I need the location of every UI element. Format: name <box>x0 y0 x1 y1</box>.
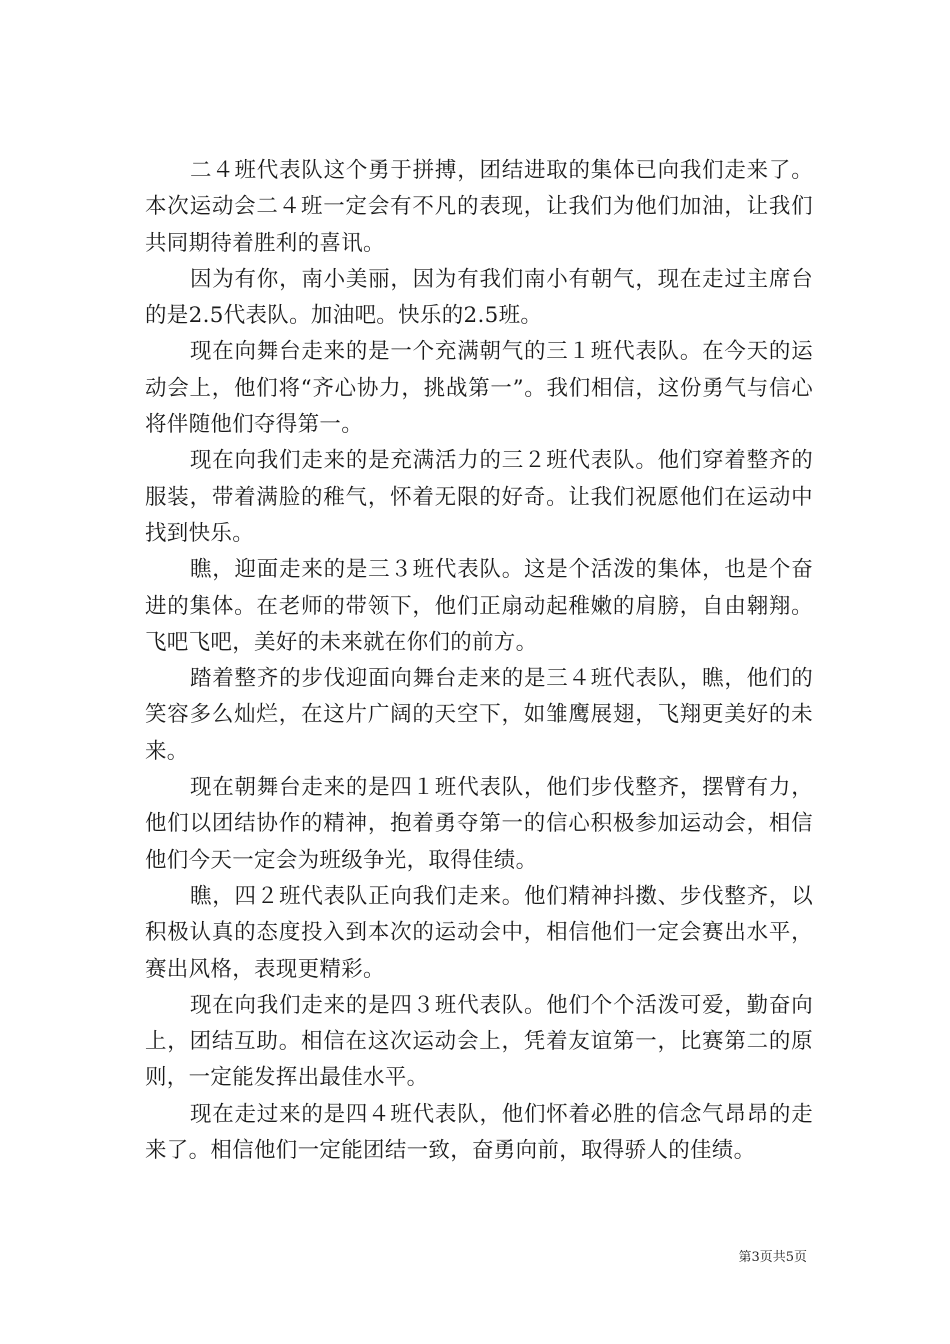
paragraph-5: 瞧，迎面走来的是三３班代表队。这是个活泼的集体，也是个奋进的集体。在老师的带领下，他们正扇动起稚嫩的肩膀，自由翱翔。飞吧飞吧，美好的未来就在你们的前方。 <box>145 557 813 655</box>
paragraph-6: 踏着整齐的步伐迎面向舞台走来的是三４班代表队，瞧，他们的笑容多么灿烂，在这片广阔的天空下，如雏鹰展翅，飞翔更美好的未来。 <box>145 666 813 764</box>
paragraph-10: 现在走过来的是四４班代表队，他们怀着必胜的信念气昂昂的走来了。相信他们一定能团结一致，奋勇向前，取得骄人的佳绩。 <box>145 1101 813 1164</box>
paragraph-2: 因为有你，南小美丽，因为有我们南小有朝气，现在走过主席台的是2.5代表队。加油吧。快乐的2.5班。 <box>145 266 813 329</box>
paragraph-8: 瞧，四２班代表队正向我们走来。他们精神抖擞、步伐整齐，以积极认真的态度投入到本次的运动会中，相信他们一定会赛出水平，赛出风格，表现更精彩。 <box>145 883 813 982</box>
document-body <box>145 153 813 1169</box>
paragraph-7: 现在朝舞台走来的是四１班代表队，他们步伐整齐，摆臂有力，他们以团结协作的精神，抱着勇夺第一的信心积极参加运动会，相信他们今天一定会为班级争光，取得佳绩。 <box>145 775 813 873</box>
page-number: 第3页共5页 <box>738 1250 807 1265</box>
paragraph-3: 现在向舞台走来的是一个充满朝气的三１班代表队。在今天的运动会上，他们将“齐心协力，挑战第一”。我们相信，这份勇气与信心将伴随他们夺得第一。 <box>145 339 813 438</box>
paragraph-1: 二４班代表队这个勇于拼搏，团结进取的集体已向我们走来了。本次运动会二４班一定会有不凡的表现，让我们为他们加油，让我们共同期待着胜利的喜讯。 <box>145 158 813 256</box>
paragraph-4: 现在向我们走来的是充满活力的三２班代表队。他们穿着整齐的服装，带着满脸的稚气，怀着无限的好奇。让我们祝愿他们在运动中找到快乐。 <box>145 448 813 546</box>
paragraph-9: 现在向我们走来的是四３班代表队。他们个个活泼可爱，勤奋向上，团结互助。相信在这次运动会上，凭着友谊第一，比赛第二的原则，一定能发挥出最佳水平。 <box>145 992 813 1091</box>
